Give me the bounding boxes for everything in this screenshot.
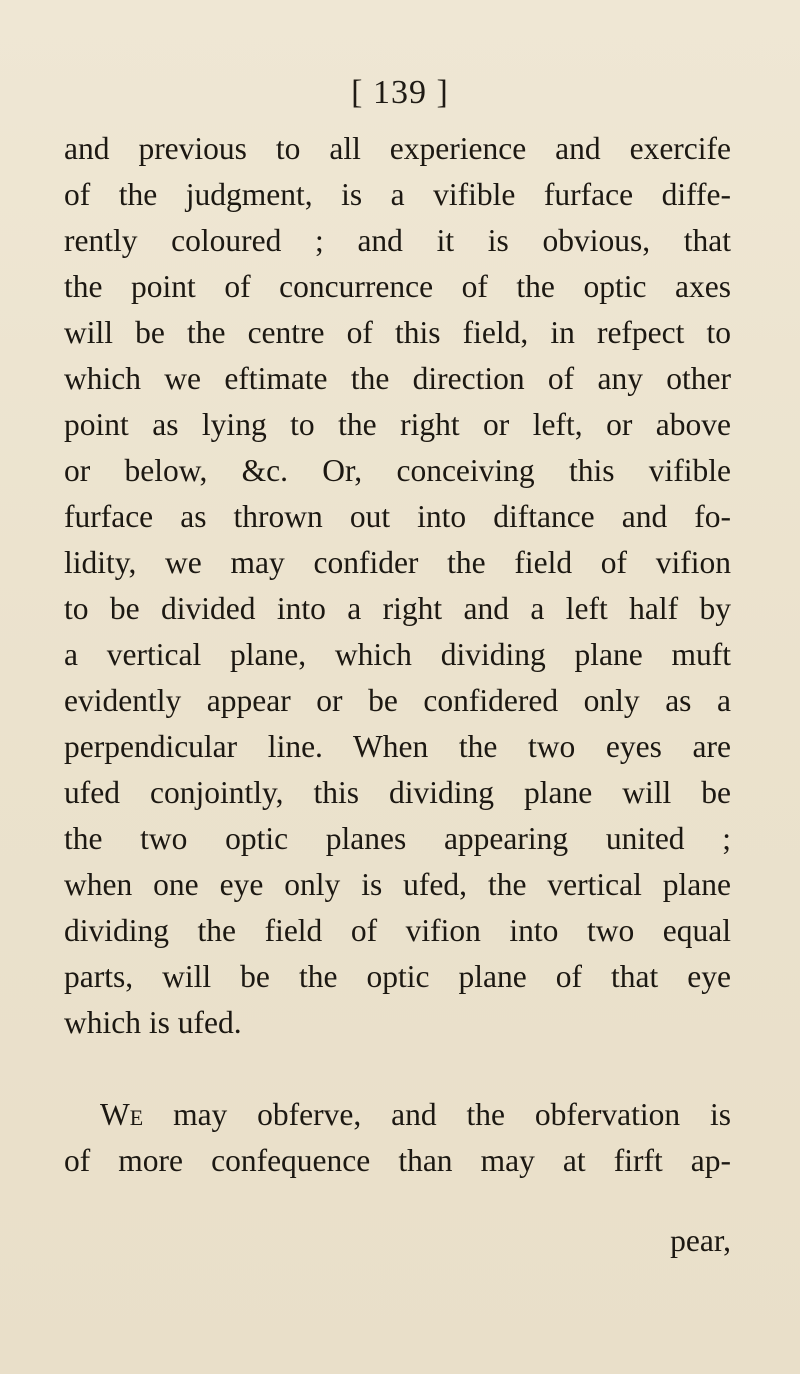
text-line: of more confequence than may at firft ap- <box>64 1143 731 1178</box>
text-line: lidity, we may confider the field of vifion <box>64 545 731 580</box>
text-line: and previous to all experience and exercife <box>64 131 731 166</box>
page-number-header: [ 139 ] <box>351 74 449 111</box>
paragraph-opening-line <box>100 1092 731 1138</box>
paragraph-first-word: We <box>100 1097 144 1132</box>
text-line: will be the centre of this field, in refpect to <box>64 315 731 350</box>
text-line: dividing the field of vifion into two equal <box>64 913 731 948</box>
text-line: which we eftimate the direction of any other <box>64 361 731 396</box>
text-line: evidently appear or be confidered only as a <box>64 683 731 718</box>
text-line: point as lying to the right or left, or above <box>64 407 731 442</box>
paragraph-opening-rest: may obferve, and the obfervation is <box>173 1097 731 1132</box>
catchword: pear, <box>670 1223 731 1258</box>
text-line: parts, will be the optic plane of that eye <box>64 959 731 994</box>
text-line: rently coloured ; and it is obvious, that <box>64 223 731 258</box>
text-line: perpendicular line. When the two eyes are <box>64 729 731 764</box>
text-line: furface as thrown out into diftance and fo- <box>64 499 731 534</box>
text-line: ufed conjointly, this dividing plane will be <box>64 775 731 810</box>
text-line: the two optic planes appearing united ; <box>64 821 731 856</box>
text-line: when one eye only is ufed, the vertical plane <box>64 867 731 902</box>
text-line: to be divided into a right and a left half by <box>64 591 731 626</box>
text-line: which is ufed. <box>64 1005 242 1040</box>
text-line: or below, &c. Or, conceiving this vifible <box>64 453 731 488</box>
text-line: the point of concurrence of the optic axes <box>64 269 731 304</box>
text-line: a vertical plane, which dividing plane muft <box>64 637 731 672</box>
text-line: of the judgment, is a vifible furface diffe- <box>64 177 731 212</box>
